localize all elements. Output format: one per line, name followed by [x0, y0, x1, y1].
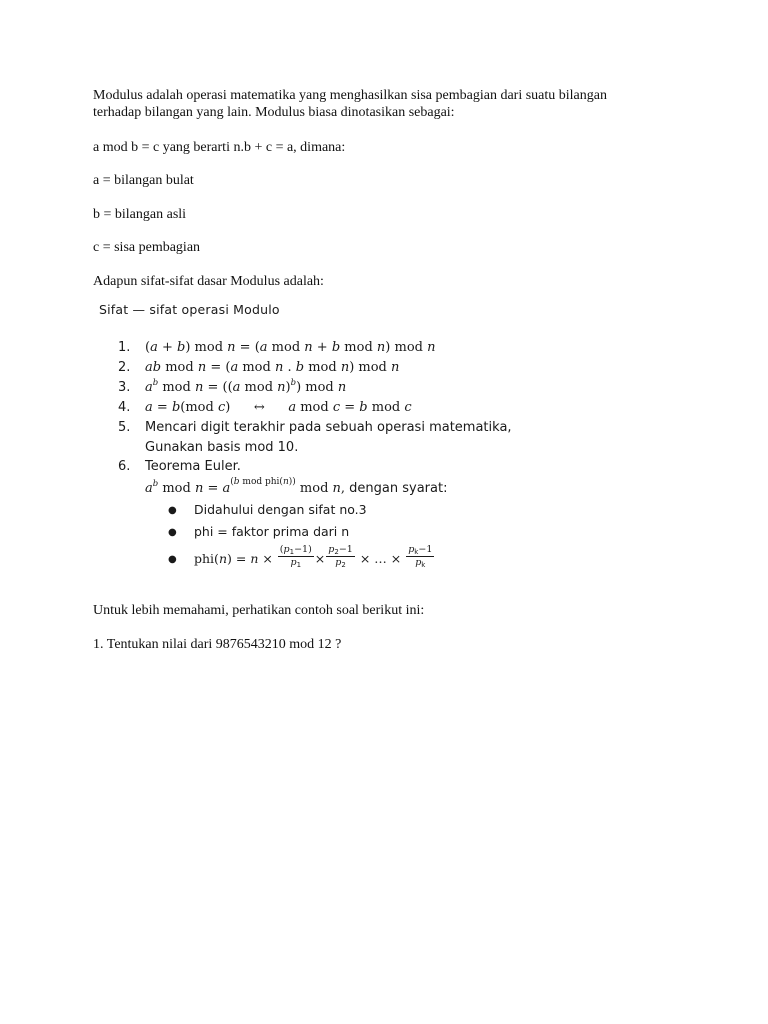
rule-1: 1. (a + b) mod n = (a mod n + b mod n) mod n [118, 340, 436, 355]
properties-intro: Adapun sifat-sifat dasar Modulus adalah: [93, 274, 324, 289]
condition-1-text: Didahului dengan sifat no.3 [194, 502, 367, 517]
rule-4: 4. a = b(mod c) ↔ a mod c = b mod c [118, 400, 412, 415]
rule-5-text: Mencari digit terakhir pada sebuah operasi matematika, [145, 420, 512, 435]
intro-line-2: terhadap bilangan yang lain. Modulus biasa dinotasikan sebagai: [93, 105, 455, 120]
condition-2-text: phi = faktor prima dari n [194, 524, 350, 539]
figure-title: Sifat — sifat operasi Modulo [99, 302, 280, 317]
rule-5 [118, 420, 512, 435]
rule-number: 1. [118, 340, 131, 355]
bullet-icon: ● [168, 554, 177, 565]
modulo-properties-figure [96, 298, 536, 580]
term-b: b = bilangan asli [93, 207, 187, 222]
condition-1 [168, 502, 367, 517]
rule-number: 3. [118, 380, 131, 395]
condition-2 [168, 524, 349, 539]
rule-number: 2. [118, 360, 131, 375]
example-intro: Untuk lebih memahami, perhatikan contoh soal berikut ini: [93, 603, 425, 618]
definition-line: a mod b = c yang berarti n.b + c = a, dimana: [93, 140, 346, 155]
question-1: 1. Tentukan nilai dari 9876543210 mod 12 ? [93, 637, 342, 652]
rule-6 [118, 459, 241, 474]
term-a: a = bilangan bulat [93, 173, 194, 188]
rule-number: 5. [118, 420, 131, 435]
rule-5-continuation: Gunakan basis mod 10. [145, 440, 299, 455]
rule-6-text: Teorema Euler. [145, 459, 241, 474]
bullet-icon: ● [168, 505, 177, 516]
bullet-icon: ● [168, 527, 177, 538]
intro-line-1: Modulus adalah operasi matematika yang menghasilkan sisa pembagian dari suatu bilangan [93, 88, 607, 103]
rule-number: 6. [118, 459, 131, 474]
euler-formula: $a^b$ mod $n = a^{(b mod phi(n))}$ mod n, dengan syarat: [145, 477, 448, 496]
rule-3: 3. $a^b$ mod n = ((a mod n)$^b$) mod n [118, 378, 347, 395]
intro-paragraph [93, 87, 693, 121]
rule-number: 4. [118, 400, 131, 415]
term-c: c = sisa pembagian [93, 240, 201, 255]
rule-2: 2. ab mod n = (a mod n . b mod n) mod n [118, 360, 400, 375]
condition-3: ● phi(n) = n × $\frac{(p_1-1)}{p_1}$ × $\frac{p_2-1}{p_2}$ × … × $\frac{p_k-1}{p_k}$ [168, 544, 433, 569]
